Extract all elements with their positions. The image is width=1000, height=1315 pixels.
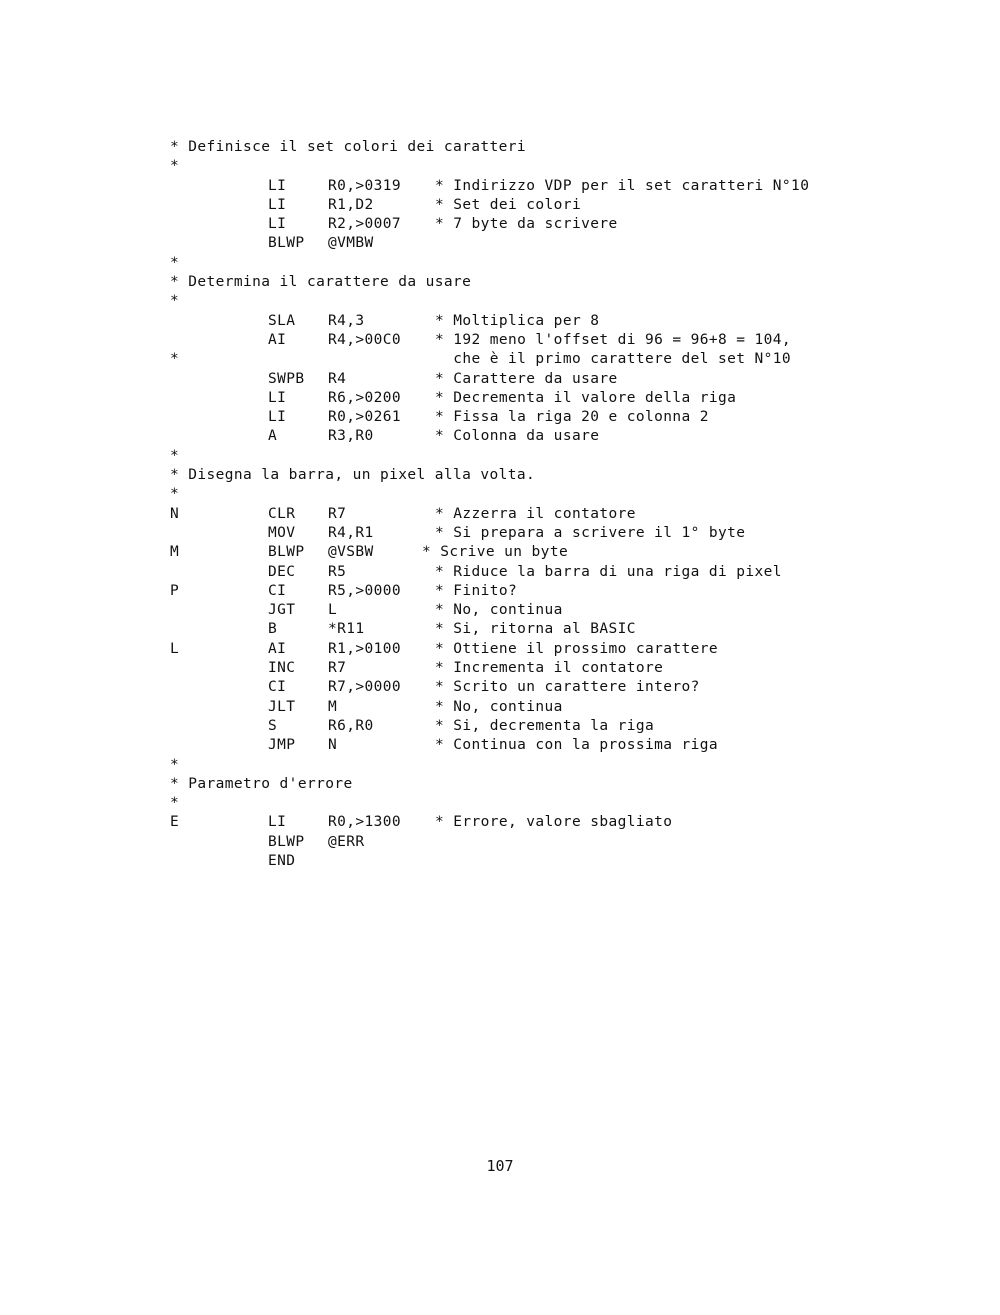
code-line: [170, 408, 870, 427]
code-operand: R4: [328, 370, 347, 387]
code-operand: @VMBW: [328, 235, 374, 252]
code-opcode: JLT: [268, 698, 296, 715]
code-operand: R0,>1300: [328, 814, 402, 831]
comment-line-text: *: [170, 254, 180, 271]
code-line: [170, 505, 870, 524]
code-opcode: JMP: [268, 737, 296, 754]
code-line: [170, 813, 870, 832]
comment-line-text: *: [170, 158, 180, 175]
code-line: [170, 524, 870, 543]
code-opcode: LI: [268, 196, 287, 213]
code-comment: * Scrito un carattere intero?: [435, 679, 700, 696]
code-comment: * Si prepara a scrivere il 1° byte: [435, 524, 746, 541]
code-opcode: LI: [268, 177, 287, 194]
code-operand: R0,>0319: [328, 177, 402, 194]
code-comment: che è il primo carattere del set N°10: [435, 351, 792, 368]
code-opcode: LI: [268, 814, 287, 831]
code-line: [170, 563, 870, 582]
assembly-listing: [170, 138, 870, 871]
code-operand: R4,>00C0: [328, 331, 402, 348]
code-line: [170, 543, 870, 562]
code-opcode: B: [268, 621, 278, 638]
code-opcode: A: [268, 428, 278, 445]
code-comment: * Continua con la prossima riga: [435, 737, 719, 754]
code-line: [170, 138, 870, 157]
code-line: [170, 292, 870, 311]
code-opcode: CI: [268, 582, 287, 599]
code-opcode: CLR: [268, 505, 296, 522]
comment-line-text: * Parametro d'errore: [170, 775, 353, 792]
code-label: N: [170, 505, 180, 522]
code-comment: * 7 byte da scrivere: [435, 216, 618, 233]
code-line: [170, 234, 870, 253]
code-line: [170, 157, 870, 176]
comment-line-text: *: [170, 795, 180, 812]
code-line: [170, 852, 870, 871]
code-comment: * Scrive un byte: [422, 544, 569, 561]
code-opcode: MOV: [268, 524, 296, 541]
code-operand: *R11: [328, 621, 365, 638]
code-label: L: [170, 640, 180, 657]
code-label: M: [170, 544, 180, 561]
code-opcode: JGT: [268, 602, 296, 619]
code-opcode: BLWP: [268, 544, 305, 561]
code-line: [170, 659, 870, 678]
code-comment: * Fissa la riga 20 e colonna 2: [435, 409, 709, 426]
code-operand: R7,>0000: [328, 679, 402, 696]
code-line: [170, 756, 870, 775]
code-operand: R4,R1: [328, 524, 374, 541]
code-comment: * Si, ritorna al BASIC: [435, 621, 636, 638]
code-line: [170, 312, 870, 331]
code-comment: * No, continua: [435, 698, 563, 715]
code-comment: * No, continua: [435, 602, 563, 619]
code-operand: R7: [328, 505, 347, 522]
code-opcode: LI: [268, 389, 287, 406]
code-line: [170, 350, 870, 369]
code-operand: R5: [328, 563, 347, 580]
code-line: [170, 601, 870, 620]
code-operand: R2,>0007: [328, 216, 402, 233]
code-operand: R1,>0100: [328, 640, 402, 657]
code-line: [170, 678, 870, 697]
code-comment: * Ottiene il prossimo carattere: [435, 640, 719, 657]
code-operand: @VSBW: [328, 544, 374, 561]
code-opcode: LI: [268, 216, 287, 233]
code-comment: * Carattere da usare: [435, 370, 618, 387]
code-opcode: BLWP: [268, 833, 305, 850]
code-opcode: BLWP: [268, 235, 305, 252]
comment-line-text: *: [170, 486, 180, 503]
comment-line-text: * Determina il carattere da usare: [170, 274, 472, 291]
comment-line-text: *: [170, 756, 180, 773]
code-line: [170, 582, 870, 601]
code-line: [170, 196, 870, 215]
code-operand: L: [328, 602, 338, 619]
code-opcode: END: [268, 852, 296, 869]
code-opcode: SWPB: [268, 370, 305, 387]
code-comment: * Colonna da usare: [435, 428, 600, 445]
code-comment: * Si, decrementa la riga: [435, 717, 655, 734]
code-comment: * Riduce la barra di una riga di pixel: [435, 563, 782, 580]
code-line: [170, 254, 870, 273]
code-line: [170, 427, 870, 446]
code-opcode: AI: [268, 640, 287, 657]
code-line: [170, 698, 870, 717]
code-comment: * Set dei colori: [435, 196, 582, 213]
code-opcode: S: [268, 717, 278, 734]
code-opcode: CI: [268, 679, 287, 696]
code-line: [170, 640, 870, 659]
code-operand: R7: [328, 660, 347, 677]
code-comment: * Azzerra il contatore: [435, 505, 636, 522]
code-opcode: INC: [268, 660, 296, 677]
code-operand: R3,R0: [328, 428, 374, 445]
code-line: [170, 775, 870, 794]
code-opcode: SLA: [268, 312, 296, 329]
code-comment: * Moltiplica per 8: [435, 312, 600, 329]
code-operand: M: [328, 698, 338, 715]
code-line: [170, 794, 870, 813]
code-line: [170, 215, 870, 234]
code-operand: R0,>0261: [328, 409, 402, 426]
code-line: [170, 833, 870, 852]
code-opcode: DEC: [268, 563, 296, 580]
page-number: 107: [486, 1157, 514, 1175]
code-operand: R6,R0: [328, 717, 374, 734]
code-comment: * Finito?: [435, 582, 518, 599]
code-operand: R1,D2: [328, 196, 374, 213]
code-operand: R6,>0200: [328, 389, 402, 406]
code-comment: * Errore, valore sbagliato: [435, 814, 673, 831]
code-line: [170, 620, 870, 639]
comment-line-text: * Disegna la barra, un pixel alla volta.: [170, 467, 536, 484]
comment-line-text: *: [170, 293, 180, 310]
code-operand: N: [328, 737, 338, 754]
code-line: [170, 466, 870, 485]
code-line: [170, 447, 870, 466]
code-operand: R4,3: [328, 312, 365, 329]
code-comment: * 192 meno l'offset di 96 = 96+8 = 104,: [435, 331, 792, 348]
code-line: [170, 273, 870, 292]
code-line: [170, 717, 870, 736]
comment-line-text: *: [170, 447, 180, 464]
code-line: [170, 736, 870, 755]
code-operand: @ERR: [328, 833, 365, 850]
code-line: [170, 485, 870, 504]
code-comment: * Decrementa il valore della riga: [435, 389, 737, 406]
code-line: [170, 370, 870, 389]
code-label: *: [170, 351, 180, 368]
code-comment: * Indirizzo VDP per il set caratteri N°10: [435, 177, 810, 194]
code-label: P: [170, 582, 180, 599]
code-comment: * Incrementa il contatore: [435, 660, 664, 677]
code-opcode: AI: [268, 331, 287, 348]
code-opcode: LI: [268, 409, 287, 426]
comment-line-text: * Definisce il set colori dei caratteri: [170, 139, 527, 155]
code-label: E: [170, 814, 180, 831]
code-line: [170, 389, 870, 408]
code-line: [170, 177, 870, 196]
code-operand: R5,>0000: [328, 582, 402, 599]
code-line: [170, 331, 870, 350]
